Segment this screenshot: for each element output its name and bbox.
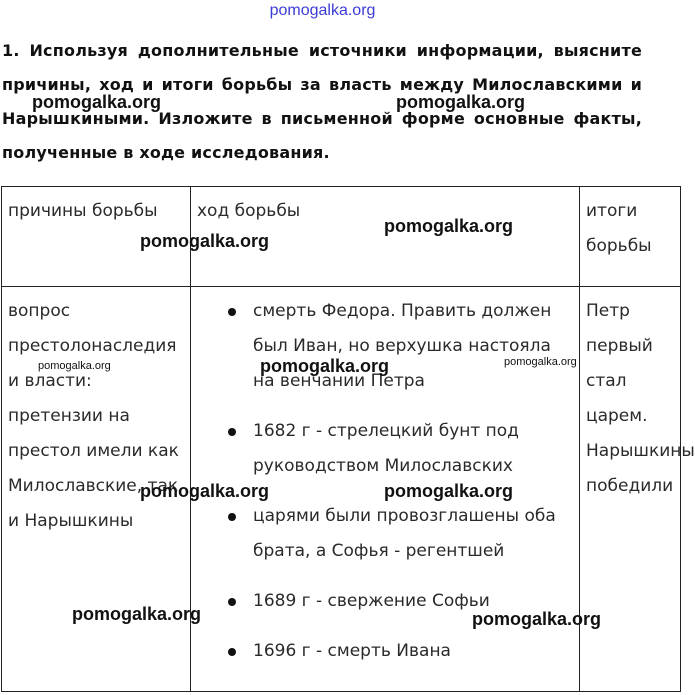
task-text: 1. Используя дополнительные источники информации, выясните причины, ход и итоги борьбы за власть между Милославскими и Нарышкиными. Изложите в письменной форме основные факты, полученные в ходе исследования.: [2, 41, 642, 162]
event-item: смерть Федора. Править должен был Иван, но верхушка настояла на венчании Петра: [253, 294, 573, 399]
watermark: pomogalka.org: [260, 356, 390, 376]
header-course: ход борьбы: [191, 187, 580, 287]
event-item: 1696 г - смерть Ивана: [253, 634, 573, 669]
header-watermark: pomogalka.org: [269, 2, 376, 19]
results-cell: Петр первый стал царем. Нарышкины победили: [580, 287, 681, 692]
watermark: pomogalka.org: [384, 216, 514, 236]
watermark: pomogalka.org: [72, 604, 202, 624]
table-header-row: [2, 187, 681, 287]
watermark: pomogalka.org: [32, 92, 162, 112]
watermark: pomogalka.org: [384, 481, 514, 501]
watermark: pomogalka.org: [140, 481, 270, 501]
watermark: pomogalka.org: [396, 92, 526, 112]
table-row: [2, 287, 681, 692]
causes-cell: вопрос престолонаследия и власти: претензии на престол имели как Милославские, так и Нарышкины: [2, 287, 191, 692]
watermark: pomogalka.org: [38, 360, 111, 372]
event-item: 1682 г - стрелецкий бунт под руководством Милославских: [253, 414, 573, 484]
header-causes: причины борьбы: [2, 187, 191, 287]
event-item: царями были провозглашены оба брата, а Софья - регентшей: [253, 499, 573, 569]
watermark: pomogalka.org: [140, 231, 270, 251]
header-results: итоги борьбы: [580, 187, 681, 287]
event-item: 1689 г - свержение Софьи: [253, 584, 573, 619]
watermark: pomogalka.org: [504, 356, 577, 368]
watermark: pomogalka.org: [472, 609, 602, 629]
